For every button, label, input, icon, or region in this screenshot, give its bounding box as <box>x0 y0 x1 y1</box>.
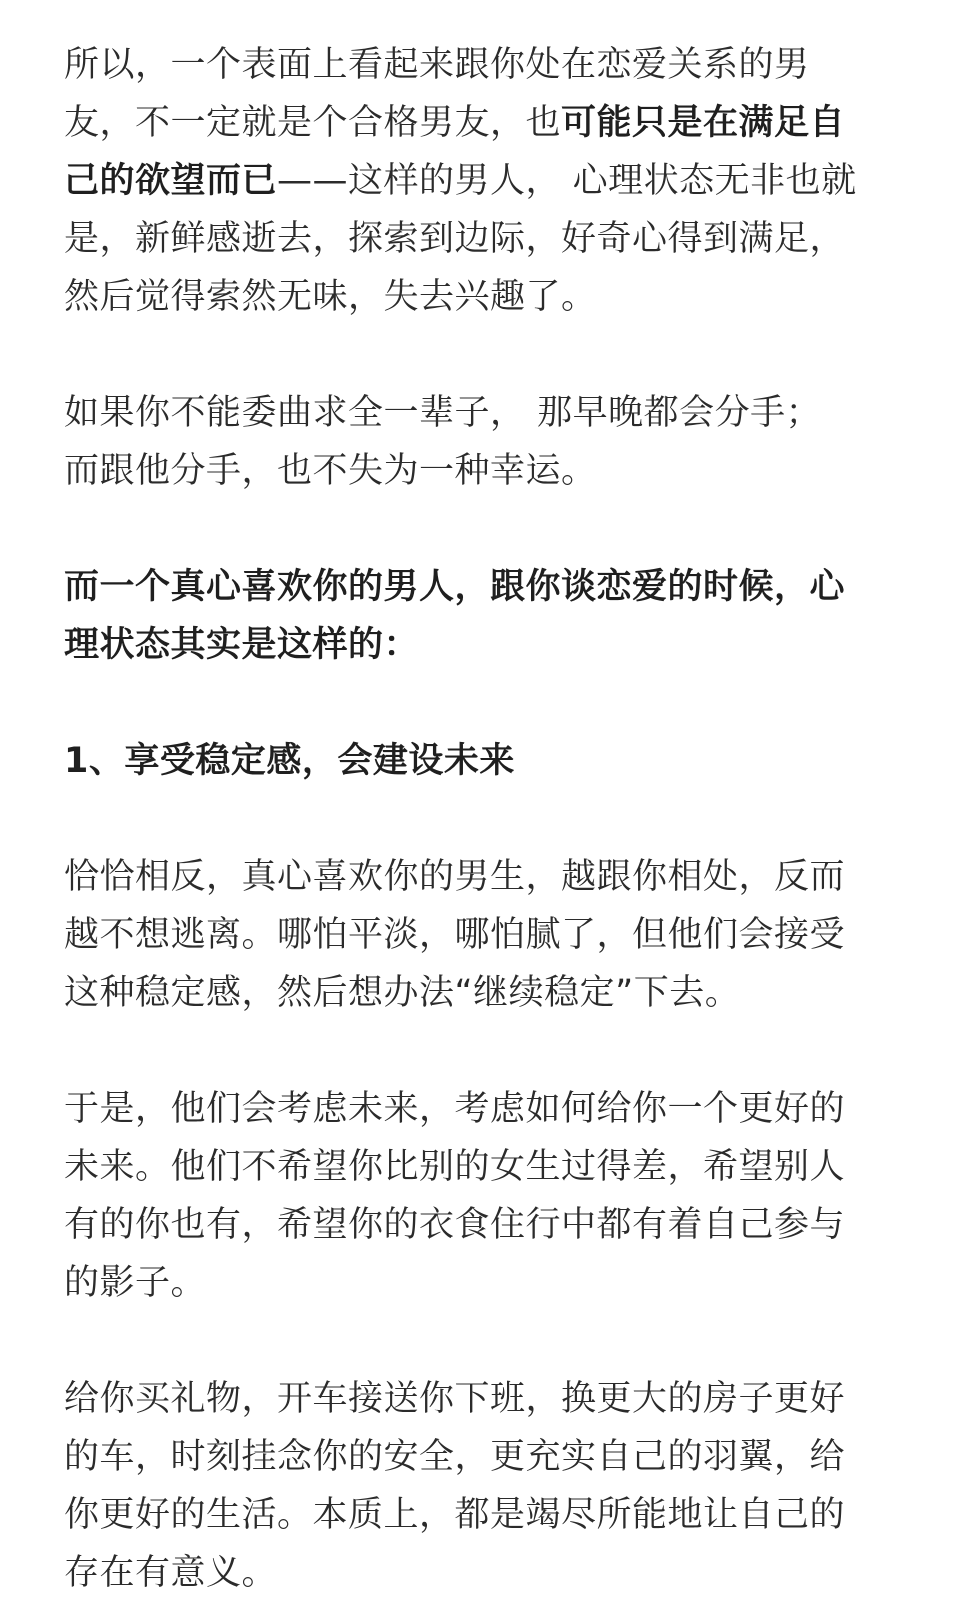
article-body <box>64 36 904 1602</box>
text-line <box>64 558 904 616</box>
bold-text-segment: 己的欲望而已 <box>64 161 278 201</box>
text-line <box>64 1138 904 1196</box>
text-segment: 恰恰相反，真心喜欢你的男生，越跟你相处，反而 <box>64 857 846 897</box>
text-line <box>64 964 904 1022</box>
text-segment: 这种稳定感，然后想办法“继续稳定”下去。 <box>64 973 741 1013</box>
paragraph-gap <box>64 1022 904 1080</box>
text-line <box>64 36 904 94</box>
bold-text-segment: 理状态其实是这样的： <box>64 625 420 665</box>
text-line <box>64 268 904 326</box>
text-segment: 未来。他们不希望你比别的女生过得差，希望别人 <box>64 1147 846 1187</box>
text-segment: 于是，他们会考虑未来，考虑如何给你一个更好的 <box>64 1089 846 1129</box>
text-line <box>64 1428 904 1486</box>
paragraph-gap <box>64 1312 904 1370</box>
text-segment: 的影子。 <box>64 1263 207 1303</box>
text-segment: 然后觉得索然无味，失去兴趣了。 <box>64 277 597 317</box>
paragraph-p2 <box>64 384 904 500</box>
paragraph-p5 <box>64 848 904 1022</box>
text-segment: 是，新鲜感逝去，探索到边际，好奇心得到满足， <box>64 219 846 259</box>
text-segment: 而跟他分手，也不失为一种幸运。 <box>64 451 597 491</box>
bold-text-segment: 可能只是在满足自 <box>561 103 846 143</box>
paragraph-gap <box>64 500 904 558</box>
paragraph-p7 <box>64 1370 904 1602</box>
bold-text-segment: 而一个真心喜欢你的男人，跟你谈恋爱的时候，心 <box>64 567 846 607</box>
paragraph-gap <box>64 790 904 848</box>
text-segment: 越不想逃离。哪怕平淡，哪怕腻了，但他们会接受 <box>64 915 846 955</box>
text-line <box>64 906 904 964</box>
paragraph-gap <box>64 674 904 732</box>
text-line <box>64 1486 904 1544</box>
text-segment: 你更好的生活。本质上，都是竭尽所能地让自己的 <box>64 1495 846 1535</box>
text-line <box>64 384 904 442</box>
text-segment: 有的你也有，希望你的衣食住行中都有着自己参与 <box>64 1205 846 1245</box>
text-segment: 友，不一定就是个合格男友，也 <box>64 103 562 143</box>
paragraph-gap <box>64 326 904 384</box>
paragraph-p6 <box>64 1080 904 1312</box>
text-line <box>64 1370 904 1428</box>
text-line <box>64 1196 904 1254</box>
text-segment: ——这样的男人， 心理状态无非也就 <box>277 161 857 201</box>
paragraph-p4 <box>64 732 904 790</box>
bold-text-segment: 1、享受稳定感，会建设未来 <box>64 741 515 781</box>
paragraph-p3 <box>64 558 904 674</box>
text-line <box>64 210 904 268</box>
text-line <box>64 1544 904 1602</box>
text-line <box>64 1080 904 1138</box>
text-segment: 存在有意义。 <box>64 1553 278 1593</box>
text-line <box>64 1254 904 1312</box>
text-line <box>64 442 904 500</box>
paragraph-p1 <box>64 36 904 326</box>
text-segment: 所以，一个表面上看起来跟你处在恋爱关系的男 <box>64 45 810 85</box>
text-line <box>64 152 904 210</box>
text-line <box>64 94 904 152</box>
text-segment: 如果你不能委曲求全一辈子， 那早晚都会分手； <box>64 393 822 433</box>
text-line <box>64 732 904 790</box>
text-segment: 给你买礼物，开车接送你下班，换更大的房子更好 <box>64 1379 846 1419</box>
text-segment: 的车，时刻挂念你的安全，更充实自己的羽翼，给 <box>64 1437 846 1477</box>
text-line <box>64 616 904 674</box>
text-line <box>64 848 904 906</box>
